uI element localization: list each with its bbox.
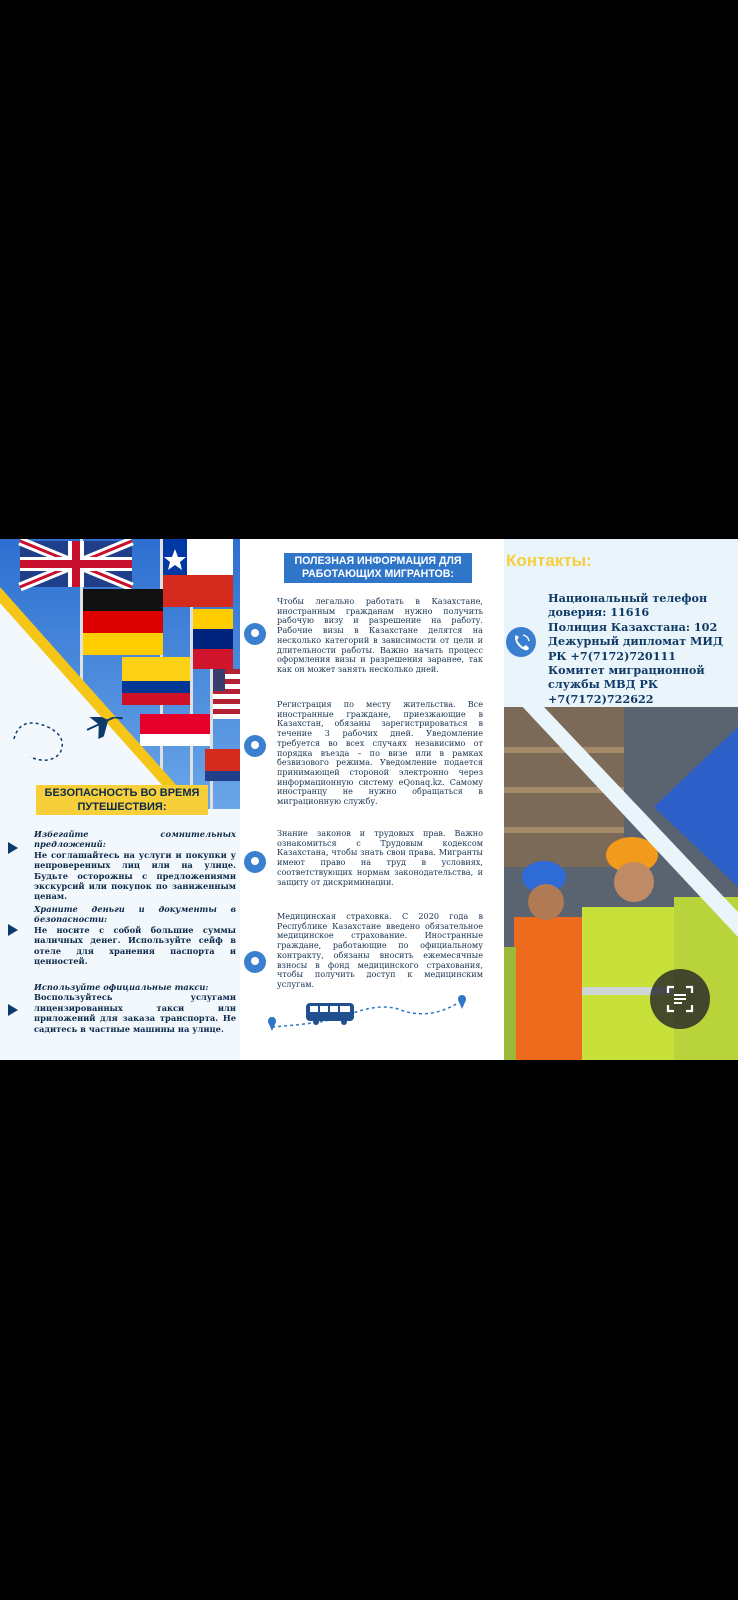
bus-icon xyxy=(306,1003,354,1025)
plane-route xyxy=(10,717,130,767)
bullet-icon xyxy=(8,1004,18,1016)
paragraph-registration: Регистрация по месту жительства. Все иностранные граждане, приезжающие в Казахстан, обязаны зарегистрироваться в течение 3 рабочих дней. Уведомление требуется во всех случаях независимо от порядка въезда – по визе или в рамках безвизового режима. Уведомление подается принимающей стороной электронно через информационную систему eQonaq.kz. Самому иностранцу не нужно обращаться в миграционную службу. xyxy=(277,699,483,807)
safety-title: БЕЗОПАСНОСТЬ ВО ВРЕМЯ ПУТЕШЕСТВИЯ: xyxy=(36,785,208,815)
scan-text-button[interactable] xyxy=(650,969,710,1029)
tip-text: Не соглашайтесь на услуги и покупки у непроверенных лиц или на улице. Будьте осторожны с предложениями экскурсий или покупок по заниженным ценам. xyxy=(34,849,236,902)
phone-icon xyxy=(506,627,536,657)
bullet-icon xyxy=(8,842,18,854)
tip-1 xyxy=(34,829,236,902)
tip-3 xyxy=(34,982,236,1034)
tip-title: Храните деньги и документы в безопасности: xyxy=(34,904,236,925)
contact-hotline: Национальный телефон доверия: 11616 xyxy=(548,591,708,620)
location-pin-icon xyxy=(244,623,266,645)
migrants-title: ПОЛЕЗНАЯ ИНФОРМАЦИЯ ДЛЯ РАБОТАЮЩИХ МИГРАНТОВ: xyxy=(284,553,472,583)
panel-contacts xyxy=(504,539,738,1060)
contact-list xyxy=(548,591,736,706)
paragraph-labor-rights: Знание законов и трудовых прав. Важно ознакомиться с Трудовым кодексом Казахстана, чтобы знать свои права. Мигранты имеют право на труд в условиях, соответствующих нормам законодательства, и защиту от дискриминации. xyxy=(277,828,483,887)
brochure-image xyxy=(0,539,738,1060)
panel-migrants xyxy=(240,539,504,1060)
tip-title: Используйте официальные такси: xyxy=(34,982,209,992)
flags-illustration xyxy=(0,539,240,809)
location-pin-icon xyxy=(244,951,266,973)
bus-route xyxy=(268,995,478,1035)
panel-safety xyxy=(0,539,240,1060)
contact-mfa: Дежурный дипломат МИД РК +7(7172)720111 xyxy=(548,634,723,663)
flags-photo xyxy=(0,539,240,809)
contact-migration: Комитет миграционной службы МВД РК +7(7172)722622 xyxy=(548,663,705,706)
paragraph-insurance: Медицинская страховка. С 2020 года в Республике Казахстане введено обязательное медицинское страхование. Иностранные граждане, работающие по официальному контракту, обязаны вносить ежемесячные взносы в фонд медицинского страхования, чтобы получить доступ к медицинским услугам. xyxy=(277,911,483,989)
airplane-icon xyxy=(82,717,127,741)
location-pin-icon xyxy=(244,851,266,873)
tip-title: Избегайте сомнительных предложений: xyxy=(34,829,236,850)
tip-text: Не носите с собой большие суммы наличных денег. Используйте сейф в отеле для хранения паспорта и ценностей. xyxy=(34,924,236,967)
location-pin-icon xyxy=(244,735,266,757)
contact-police: Полиция Казахстана: 102 xyxy=(548,619,718,634)
tip-2 xyxy=(34,904,236,966)
bullet-icon xyxy=(8,924,18,936)
location-pin-icon xyxy=(458,995,466,1009)
paragraph-work-visa: Чтобы легально работать в Казахстане, иностранным гражданам нужно получить рабочую визу и разрешение на работу. Рабочие визы в Казахстане делятся на несколько категорий в зависимости от цели и длительности работы. Важно начать процесс оформления визы и разрешения заранее, так как он может занять несколько дней. xyxy=(277,596,483,674)
scan-text-icon xyxy=(650,969,710,1029)
tip-text: Воспользуйтесь услугами лицензированных такси или приложений для заказа транспорта. Не садитесь в частные машины на улице. xyxy=(34,992,236,1034)
contacts-title: Контакты: xyxy=(506,551,592,570)
location-pin-icon xyxy=(268,1017,276,1031)
